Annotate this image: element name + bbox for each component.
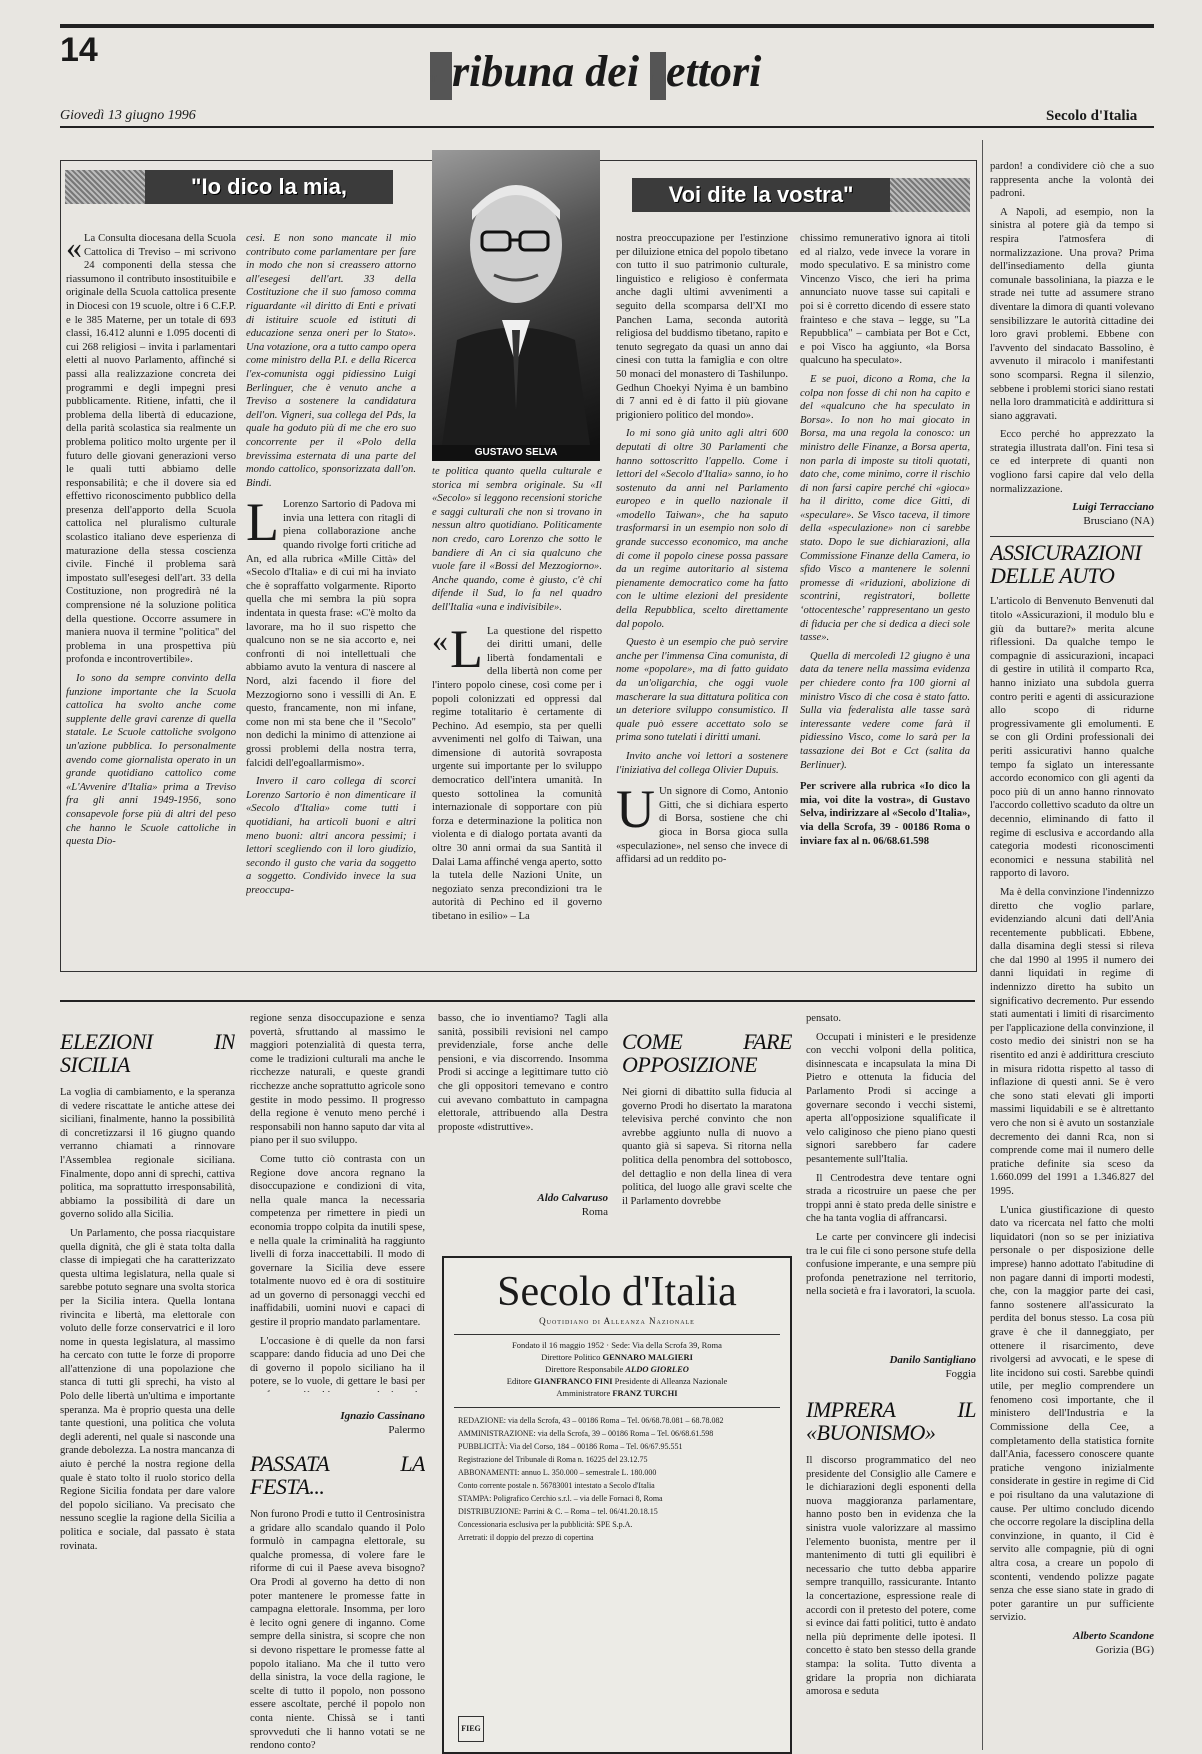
header-rule: [60, 126, 1154, 128]
right-paragraph: L'articolo di Benvenuto Benvenuti dal titolo «Assicurazioni, il modulo blu e giù da buttare?» merita alcune riflessioni. Da qualche tempo le compagnie di assicurazioni, incapaci di gestire in utilità il comparto Rca, hanno iniziato una subdola guerra contro periti e agenti di assicurazione allo scopo di ridurne progressivamente gli emolumenti. E se con gli Ordini professionali dei periti assicurativi hanno qualche tempo fa siglato un interessante accordo economico con gli agenti da poco più di un anno hanno rinnovato l'accordo collettivo scaduto da oltre un decennio, eliminando di fatto il regime di esclusiva e accordando alla categoria modesti riconoscimenti economici e nessuna stabilità nel rapporto di lavoro.: [990, 596, 1154, 880]
banner-right-hatch: [890, 178, 970, 212]
signature-place: Gorizia (BG): [1095, 1643, 1154, 1656]
signature: Ignazio Cassinano: [340, 1410, 425, 1422]
article-paragraph: Come tutto ciò contrasta con un Regione dove ancora regnano la disoccupazione e condizioni di vita, nella quale manca la necessaria competenza per rimettere in piedi un economia troppo colpita da inutili spese, e nella quale la criminalità ha raggiunto livelli di forza inaccettabili. Il modo di governare la Sicilia deve essere totalmente nuovo ed è ora di sostituire ad un governo di personaggi vecchi ed inaffidabili, uomini nuovi e capaci di gestire il proprio mandato parlamentare.: [250, 1153, 425, 1329]
letter-paragraph: Quella di mercoledì 12 giugno è una data da tenere nella massima evidenza per chiedere conto fra 100 giorni al ministro Visco di che cosa è stato fatto. Sulla via federalista alle tasse sarà interessante vedere come farà il pidiessino Visco, come lo sarà per la tassazione dei Bot e Cct (salita da Berlinuer).: [800, 650, 970, 771]
right-column: [990, 160, 1154, 1750]
banner-left-hatch: [65, 170, 145, 204]
open-quote: «: [432, 621, 448, 658]
masthead-details: REDAZIONE: via della Scrofa, 43 – 00186 Roma – Tel. 06/68.78.081 – 68.78.082 AMMINISTRAZIONE: via della Scrofa, 39 – 00186 Roma – Tel. 06/68.61.598 PUBBLICITÀ: Via del Corso, 184 – 00186 Roma – Tel. 06/67.95.551 Registrazione del Tribunale di Roma n. 16225 del 23.12.75 ABBONAMENTI: annuo L. 350.000 – semestrale L. 180.000 Conto corrente postale n. 56783001 intestato a Secolo d'Italia STAMPA: Poligrafico Cerchio s.r.l. – via delle Fornaci 8, Roma DISTRIBUZIONE: Parrini & C. – Roma – tel. 06/41.20.18.15 Concessionaria esclusiva per la pubblicità: SPE S.p.A. Arretrati: il doppio del prezzo di copertina: [458, 1416, 724, 1542]
portrait-photo: [432, 150, 600, 458]
bottom-rule: [60, 1000, 975, 1002]
article-paragraph: Occupati i ministeri e le presidenze con vecchi volponi della politica, disinnescata e incapsulata la mina Di Pietro e ottenuta la fiducia del Parlamento Prodi si accinge a governare secondo i vecchi sistemi, aperta all'opposizione squalificate il velo caliginoso che pieno piano questi signori sarebbero far cadere pesantemente sull'Italia.: [806, 1031, 976, 1165]
fieg-logo: FIEG: [458, 1716, 484, 1742]
drop-cap: L: [450, 618, 483, 679]
signature-place: Roma: [581, 1206, 608, 1218]
banner-io-dico-la-mia: "Io dico la mia,: [145, 170, 393, 204]
letter-col-4: [616, 232, 788, 962]
article-paragraph: Nei giorni di dibattito sulla fiducia al governo Prodi ho disertato la maratona televisiva perché convinto che non avrebbe aggiunto nulla di nuovo a quanto già si sapeva. Si ritorna nella politica della penombra del sottobosco, del dettaglio e non della linea di vera politica, del luogo alle gravi scelte che il Parlamento dovrebbe: [622, 1087, 792, 1207]
right-paragraph: Ma è della convinzione l'indennizzo diretto che voglio parlare, evidenziando alcuni dati dell'Ania recentemente pubblicati. Ebbene, dalla disamina degli stessi si rileva che dal 1990 al 1995 il numero dei danni liquidati in regime di indennizzo diretto ha subito un significativo decremento. Pur essendo stati aumentati i limiti di risarcimento per l'applicazione della convinzione, il costo medio dei sinistri non se ha risentito ed anzi è addirittura cresciuto in misura ridotta rispetto al tasso di inflazione di questi anni. Se è vero che sono stati elevati gli importi massimi liquidabili e se è altrettanto vero che non si è avuto un sostanziale decremento dei danni Rca, non si comprende come mai il numero delle pratiche definite sia sceso da 1.660.099 del 1991 a 1.346.827 del 1995.: [990, 886, 1154, 1197]
elezioni-col-1: [60, 1030, 235, 1750]
heading-come-fare: COME FARE OPPOSIZIONE: [622, 1030, 792, 1077]
title-drop-cap-block-2: L: [650, 52, 666, 100]
signature: Alberto Scandone: [1073, 1629, 1154, 1642]
masthead-editore: Editore GIANFRANCO FINI Presidente di Alleanza Nazionale: [506, 1376, 728, 1386]
portrait-illustration: [432, 150, 600, 445]
letter-paragraph: E se puoi, dicono a Roma, che la colpa non fosse di chi non ha capito e del «qualcuno che ha speculato in Borsa». Io non ho mai giocato in Borsa, ma una regola la conosco: un ministro delle Finanze, a Borsa aperta, non parla di imposte su titoli quotati, dato che, come minimo, corre il rischio di non farsi capire perché chi «gioca» ha il diritto, come dice Gitti, di «speculare». Se Visco taceva, il timore della «speculazione» non ci sarebbe stato. Dopo le sue dichiarazioni, alla Commissione Finanze della Camera, io sfido Visco a mantenere le solenni promesse di «riduzioni, abolizione di scontrini, registratori, bollette ‘ottocentesche’ rappresentano un gesto di fiducia per che si dedica a dieci sole tasse».: [800, 373, 970, 644]
come-fare-col: [622, 1030, 792, 1240]
article-paragraph: Il discorso programmatico del neo presidente del Consiglio alle Camere e le dichiarazioni degli esponenti della nuova maggioranza parlamentare, hanno posto ben in evidenza che la sinistra vuole valorizzare al massimo l'elemento buonista, mentre per il mantenimento di tutti gli equilibri è necessario che tutto debba apparire sempre tranquillo, rassicurante. Intanto la concertazione, espressione reale di accordi con il pretesto del potere, come si evince dai fatti politici, tutto è andato nella più deprimente delle ipotesi. Il concetto è stato ben stesso della grande stampa: la solita. Tutto diventa a gridare la propria non dichiarata amorosa e seduta: [806, 1455, 976, 1698]
letter-col-5: [800, 232, 970, 962]
heading-assicurazioni: ASSICURAZIONI DELLE AUTO: [990, 536, 1154, 587]
masthead-director-pol: Direttore Politico GENNARO MALGIERI: [541, 1352, 693, 1362]
masthead-small: Secolo d'Italia: [1046, 108, 1138, 124]
come-fare-continued: [806, 1012, 976, 1332]
letter-paragraph: Invito anche voi lettori a sostenere l'iniziativa del collega Olivier Dupuis.: [616, 750, 788, 776]
buonismo-col: [806, 1398, 976, 1750]
drop-cap: U: [616, 779, 655, 840]
letter-paragraph: L Lorenzo Sartorio di Padova mi invia una lettera con ritagli di piena collaborazione anche quando rivolge forti critiche ad An, ed alla rubrica «Mille Città» del «Secolo d'Italia» e di cui mi ha inviato che è sopraffatto volgarmente. Riporto quella che mi sembra la più sopra indentata in questa frase: «C'è molto da lavorare, ma ho il suo rispetto che qualcuno non se ne sia accorto e, nei confronti di noi intellettuali che abbiamo avuto la ventura di nascere al Nord, alzi facendo il fiore del Mezzogiorno sono i vessilli di An. E questo, francamente, non mi infane, come non mi sta bene che il "Secolo" non dedichi la minimo di attenzione ai grossi problemi della nostra terra, falcidi dell'egoallarmismo».: [246, 492, 416, 769]
page-number: 14: [60, 31, 98, 69]
right-paragraph: A Napoli, ad esempio, non la sinistra al potere già da tempo si respira l'atmosfera di normalizzazione. Una prova? Prima dell'insediamento della giunta comunale bassoliniana, la piazza e le strade nei tutte ad assumere strano diventare la dimora di quanti volevano sensibilizzare le autorità cittadine dei loro gravi problemi. Ebbene con l'avvento del sindacato Bassolino, è avvenuto il miracolo i manifestanti sono scomparsi. Regna il silenzio, sebbene i problemi storici siano restati nella loro drammaticità e addirittura si siano aggravati.: [990, 206, 1154, 422]
masthead-line: Fondato il 16 maggio 1952 · Sede: Via della Scrofa 39, Roma: [512, 1340, 722, 1350]
signature-place: Brusciano (NA): [1083, 514, 1154, 527]
letter-paragraph: te politica quanto quella culturale e storica mi sembra originale. Su «Il «Secolo» si leggono recensioni storiche e saggi culturali che non si trovano in nessun altro quotidiano. Politicamente non credo, caro Lorenzo che sotto le bandiere di An ci sia qualcuno che vuole fare il «Bossi del Mezzogiorno». Anche quando, come è giusto, c'è chi difende il Sud, lo fa nel quadro dell'Italia «una e indivisibile».: [432, 466, 602, 613]
letter-paragraph: Questo è un esempio che può servire anche per l'immensa Cina comunista, di nome «popolare», ma di fatto guidato da un'oligarchia, che oggi vuole mascherare la sua dittatura politica con un deteriore sviluppo consumistico. Il quale può essere accettato solo se prima sono tutelati i diritti umani.: [616, 637, 788, 744]
masthead-box: [442, 1256, 792, 1754]
letter-paragraph: Io mi sono già unito agli altri 600 deputati di oltre 30 Parlamenti che hanno sottoscritto l'appello. Come i lettori del «Secolo d'Italia» sanno, io ho sostenuto da anni nel Parlamento europeo e in quello nazionale il «modello Taiwan», che ha saputo trasformarsi in un esempio non solo di grande successo economico, ma anche di come il popolo cinese possa passare da un regime autoritario al sistema pienamente democratico come ha fatto con le ultime elezioni del presidente della Repubblica, scelto direttamente dal popolo.: [616, 428, 788, 630]
letter-paragraph: U Un signore di Como, Antonio Gitti, che si dichiara esperto di Borsa, sostiene che chi gioca in Borsa gioca sulla «speculazione», nel senso che invece di affidarsi ad un reddito po-: [616, 779, 788, 866]
article-paragraph: Un Parlamento, che possa riacquistare quella dignità, che gli è stata tolta dalla classe di impiegati che ha caratterizzato questa ultima legislatura, nella quale si sarebbe potuto segnare una svolta storica per la Sicilia intera. Quella lontana rivincita e libertà, ma elettorale con voluto delle forze conservatrici e il loro nome in questa legislatura, al massimo ha cercato con tutte le forze di proporre all'attenzione di una popolazione che stanca di tutti gli sprechi, ha visto al Polo delle libertà un'ultima e importante speranza. Ma è proprio questa una delle tante questioni, una politica che voluta degli aderenti, nel quale si nasconde una grande debolezza. La nostra mancanza di aiuto è perché la nostra regione della quale è stato tolto il ruolo storico della Regione Sicilia fondata per dare valore del popolo siciliano. Va precisato che nessuno sceglie la ragione della Sicilia a politica e sociale, dal passato è stata rovinata.: [60, 1227, 235, 1552]
signature: Aldo Calvaruso: [537, 1192, 608, 1204]
masthead-director-resp: Direttore Responsabile ALDO GIORLEO: [545, 1364, 689, 1374]
contact-info: Per scrivere alla rubrica «Io dico la mia, voi dite la vostra», di Gustavo Selva, indirizzare al «Secolo d'Italia», via della Scrofa, 39 - 00186 Roma o inviare fax al n. 06/68.61.598: [800, 781, 970, 847]
masthead-subtitle: Quotidiano di Alleanza Nazionale: [539, 1316, 695, 1326]
letter-paragraph: Io sono da sempre convinto della funzione importante che la Scuola cattolica ha svolto anche come supplente delle gravi carenze di quella statale. Le Scuole cattoliche svolgono un'azione pubblica. Io personalmente avendo come giornalista operato in un grande quotidiano cattolico come «L'Avvenire d'Italia» prima a Treviso fra gli anni 1949-1956, sono consapevole forse più di altri del peso che hanno le Scuole cattoliche in questa Dio-: [66, 673, 236, 848]
article-paragraph: regione senza disoccupazione e senza povertà, sfruttando al massimo le maggiori potenzialità di questa terra, come le tradizioni culturali ma anche le ricchezze naturali, e queste grandi ricchezze anche soprattutto agricole sono gestite in modo pessimo. Il progresso della regione è venuto meno perché i responsabili non hanno saputo dar vita al piano per il suo sviluppo.: [250, 1013, 425, 1147]
masthead-amministratore: Amministratore FRANZ TURCHI: [556, 1388, 678, 1398]
letter-paragraph: nostra preoccupazione per l'estinzione per diluizione etnica del popolo tibetano con tutto il suo patrimonio culturale, linguistico e religioso è confermata anche dagli ultimi avvenimenti a seguito della scomparsa dell'XI mo Panchen Lama, seconda autorità religiosa del buddismo tibetano, rapito e tenuto segregato da quasi un anno dai cinesi con tutta la famiglia e con oltre 50 monaci del monastero di Tashilunpo. Gedhun Choekyi Nyima è un bambino di 7 anni ed è di fatto il più giovane prigioniero politico del mondo».: [616, 233, 788, 421]
title-drop-cap-block: T: [430, 52, 452, 100]
passata-continued: [438, 1012, 608, 1134]
right-paragraph: Ecco perché ho apprezzato la strategia illustrata dall'on. Fini tesa sì ce ed interprete di quanti non vogliono farsi capire dal velo della normalizzazione.: [990, 429, 1154, 495]
heading-passata: PASSATA LA FESTA...: [250, 1452, 425, 1499]
letter-paragraph: cesi. E non sono mancate il mio contributo come parlamentare per fare in modo che non si creassero attorno all'esegesi dell'art. 33 della Costituzione che il suo famoso comma riguardante «il diritto di Enti e privati di istituire scuole ed istituti di educazione senza oneri per lo Stato». Una votazione, ora a tutto campo opera come ministro della P.I. e della Ricerca l'ex-comunista oggi pidiessino Luigi Berlinguer, che è venuto anche a Treviso a sostenere la candidatura dell'on. Vigneri, sua collega del Pds, la quale ha goduto più di me che ero suo concorrente per il «Polo della brevissima esternata di una parte del mondo cattolico, sponsorizzata dall'on. Bindi.: [246, 233, 416, 489]
masthead-title: Secolo d'Italia: [497, 1269, 737, 1315]
passata-col: [250, 1452, 425, 1750]
right-paragraph: pardon! a condividere ciò che a suo rappresenta anche la volontà dei padroni.: [990, 161, 1154, 200]
letter-paragraph: Invero il caro collega di scorci Lorenzo Sartorio è non dimenticare il «Secolo d'Italia» come tutti i quotidiani, ha articoli buoni e altri meno buoni: altri ancora pessimi; i lettori scegliendo con il loro giudizio, secondo il gusto che varia da soggetto a soggetto. Condivido invece la sua preoccupa-: [246, 776, 416, 896]
photo-caption: GUSTAVO SELVA: [432, 445, 600, 461]
column-divider: [982, 140, 983, 1750]
letter-col-2: [246, 232, 416, 962]
issue-date: Giovedì 13 giugno 1996: [60, 108, 196, 123]
drop-cap: L: [246, 492, 279, 553]
signature-place: Foggia: [945, 1368, 976, 1380]
right-paragraph: L'unica giustificazione di questo dato va ricercata nel fatto che molti liquidatori (non so se per iniziativa personale o per disposizione delle imprese) hanno adottato l'abitudine di non pagare danni di importi modesti, che, con la maggior parte dei casi, fanno sostenere all'assicurato la perdita del bonus stesso. La cosa più grave è che il danneggiato, per ottenere il risarcimento, deve rivolgersi ad avvocati, e le spese di lite incidono sui costi. Sarebbe quindi utile, per meglio comprendere un fenomeno così importante, che il ministero dell'Industria e la Commissione della Cee, a completamento della statistica fornite dall'Ania, facessero conoscere quante pratiche vengono inizialmente considerate in gestire in regime di Cid e poi risultano da una valutazione di cause. Per ultimo concludo dicendo che occorre regolare la disciplina della convinzione, in quanto, il Cid è servito alle compagnie, più di ogni altra cosa, a creare un popolo di scontenti, vendendo polizze pagate senza che esse siano state in grado di poter garantire un pur sufficiente servizio.: [990, 1204, 1154, 1624]
article-paragraph: basso, che io inventiamo? Tagli alla sanità, possibili revisioni nel campo previdenziale, forse anche delle pensioni, e via discorrendo. Insomma Prodi si accinge a legittimare tutto ciò che gli oppositori temevano e contro cui avevano combattuto in campagna elettorale, attribuendo alla Destra proposte «distruttive».: [438, 1013, 608, 1133]
heading-buonismo: IMPRERA IL «BUONISMO»: [806, 1398, 976, 1445]
letter-paragraph: « La Consulta diocesana della Scuola Cattolica di Treviso – mi scrivono 24 componenti della stessa che riassumono il contributo insostituibile e originale della Scuola cattolica presente in Diocesi con 19 scuole, oltre i 6 C.F.P. e le 385 Materne, per un totale di 693 classi, 16.412 alunni e 1.095 docenti di cui 268 religiosi – invita i parlamentari eletti al nuovo Parlamento, affinché si passi alla realizzazione concreta dei programmi e degli impegni presi pubblicamente. Ritiene, infatti, che il problema della libertà di educazione, della parità scolastica sia realmente un problema politico molto urgente per il futuro delle giovani generazioni verso le quali tutti abbiamo delle responsabilità; e che il dovere sia ed effettivo riconoscimento pubblico della presenza dell'apporto della Scuola cattolica nel pluralismo culturale scolastico italiano deve esperienza di maturazione della stessa coscienza civile. Finché il problema sarà impostato sull'esegesi dell'art. 33 della Costituzione, non progredirà né la comprensione né la soluzione politica della questione. Occorre assumere in maniera nuova il termine "politica" del problema in una prospettiva più profonda e incontrovertibile».: [66, 232, 236, 666]
signature: Luigi Terracciano: [1072, 501, 1154, 514]
article-paragraph: Le carte per convincere gli indecisi tra le cui file ci sono persone stufe della confusione imperante, e una sempre più profonda penetrazione nel territorio, nella società e fra i lavoratori, la scuola.: [806, 1231, 976, 1298]
top-rule: [60, 24, 1154, 28]
section-title: T ribuna dei L ettori: [430, 44, 830, 100]
article-paragraph: pensato.: [806, 1013, 842, 1024]
letter-paragraph: chissimo remunerativo ignora ai titoli ed al rialzo, vede invece la vorare in modo speculativo. E sa ministro come Vincenzo Visco, che ieri ha prima annunciato nuove tasse sui capitali e poi si è corretto dicendo di essere stato frainteso e che stava – legge, su "La Repubblica" – cambiata per Bot e Cct, e poi Visco ha aggiunto, «la Borsa qualcuno ha speculato».: [800, 233, 970, 367]
elezioni-col-2: [250, 1012, 425, 1392]
open-quote: «: [66, 232, 82, 265]
article-paragraph: La voglia di cambiamento, e la speranza di vedere riscattate le antiche attese dei siciliani, finalmente, hanno la possibilità di concretizzarsi il 16 giugno quando verranno chiamati a rinnovare l'Assemblea regionale siciliana. Finalmente, dopo anni di sprechi, cattiva politica, ma soprattutto irresponsabilità, abbiamo la possibilità di dare un governo solido alla Sicilia.: [60, 1087, 235, 1221]
letter-paragraph: « L La questione del rispetto dei diritti umani, delle libertà fondamentali e della libertà non come per l'intero popolo cinese, così come per i popoli colonizzati ed oppressi dal regime totalitario è certamente di Pechino. Ad esempio, sta per quelli avvenimenti nel golfo di Taiwan, una dimensione di autorità sovraposta urgente sui importante per lo sviluppo democratico dell'intera umanità. In questo sottolinea la comunità internazionale di sopportare con più forza e determinazione la politica non violenta e di dialogo portata avanti da oltre 30 anni ormai da sua Santità il Dalai Lama affinché venga aperto, sotto la tutela delle Nazioni Unite, un negoziato senza precondizioni tra le autorità di Pechino ed il governo tibetano in esilio» – La: [432, 618, 602, 922]
signature: Danilo Santigliano: [889, 1354, 976, 1366]
article-paragraph: L'occasione è di quelle da non farsi scappare: dando fiducia ad uno Dei che di governo il popolo siciliano ha il potere, se lo vuole, di gettare le basi per: [250, 1335, 425, 1388]
article-paragraph: Non furono Prodi e tutto il Centrosinistra a gridare allo scandalo quando il Polo formulò in campagna elettorale, su qualche promessa, di volere fare le riforme di cui il Paese aveva bisogno? Ora Prodi al governo ha detto di non poter mantenere le promesse fatte in campagna elettorale. Insomma, per loro è lecito ogni genere di inganno. Come sempre della sinistra, si scopre che non si devono rispettare le promesse fatte al popolo italiano. Ma che il tutto vero della sinistra, la voce della ragione, le scelte di tutto il popolo, non possono essere ascoltate, perché il popolo non conta niente. Chissà se i tanti sprovveduti che li hanno votati se ne rendono conto?: [250, 1509, 425, 1750]
heading-elezioni: ELEZIONI IN SICILIA: [60, 1030, 235, 1077]
letter-col-3: [432, 465, 602, 962]
article-paragraph: Il Centrodestra deve tentare ogni strada a ricostruire un paese che per troppi anni è stato preda delle sinistre e che ha tanta voglia di affrancarsi.: [806, 1172, 976, 1225]
letter-col-1: [66, 232, 236, 962]
banner-voi-dite-la-vostra: Voi dite la vostra": [632, 178, 890, 212]
signature-place: Palermo: [388, 1424, 425, 1436]
